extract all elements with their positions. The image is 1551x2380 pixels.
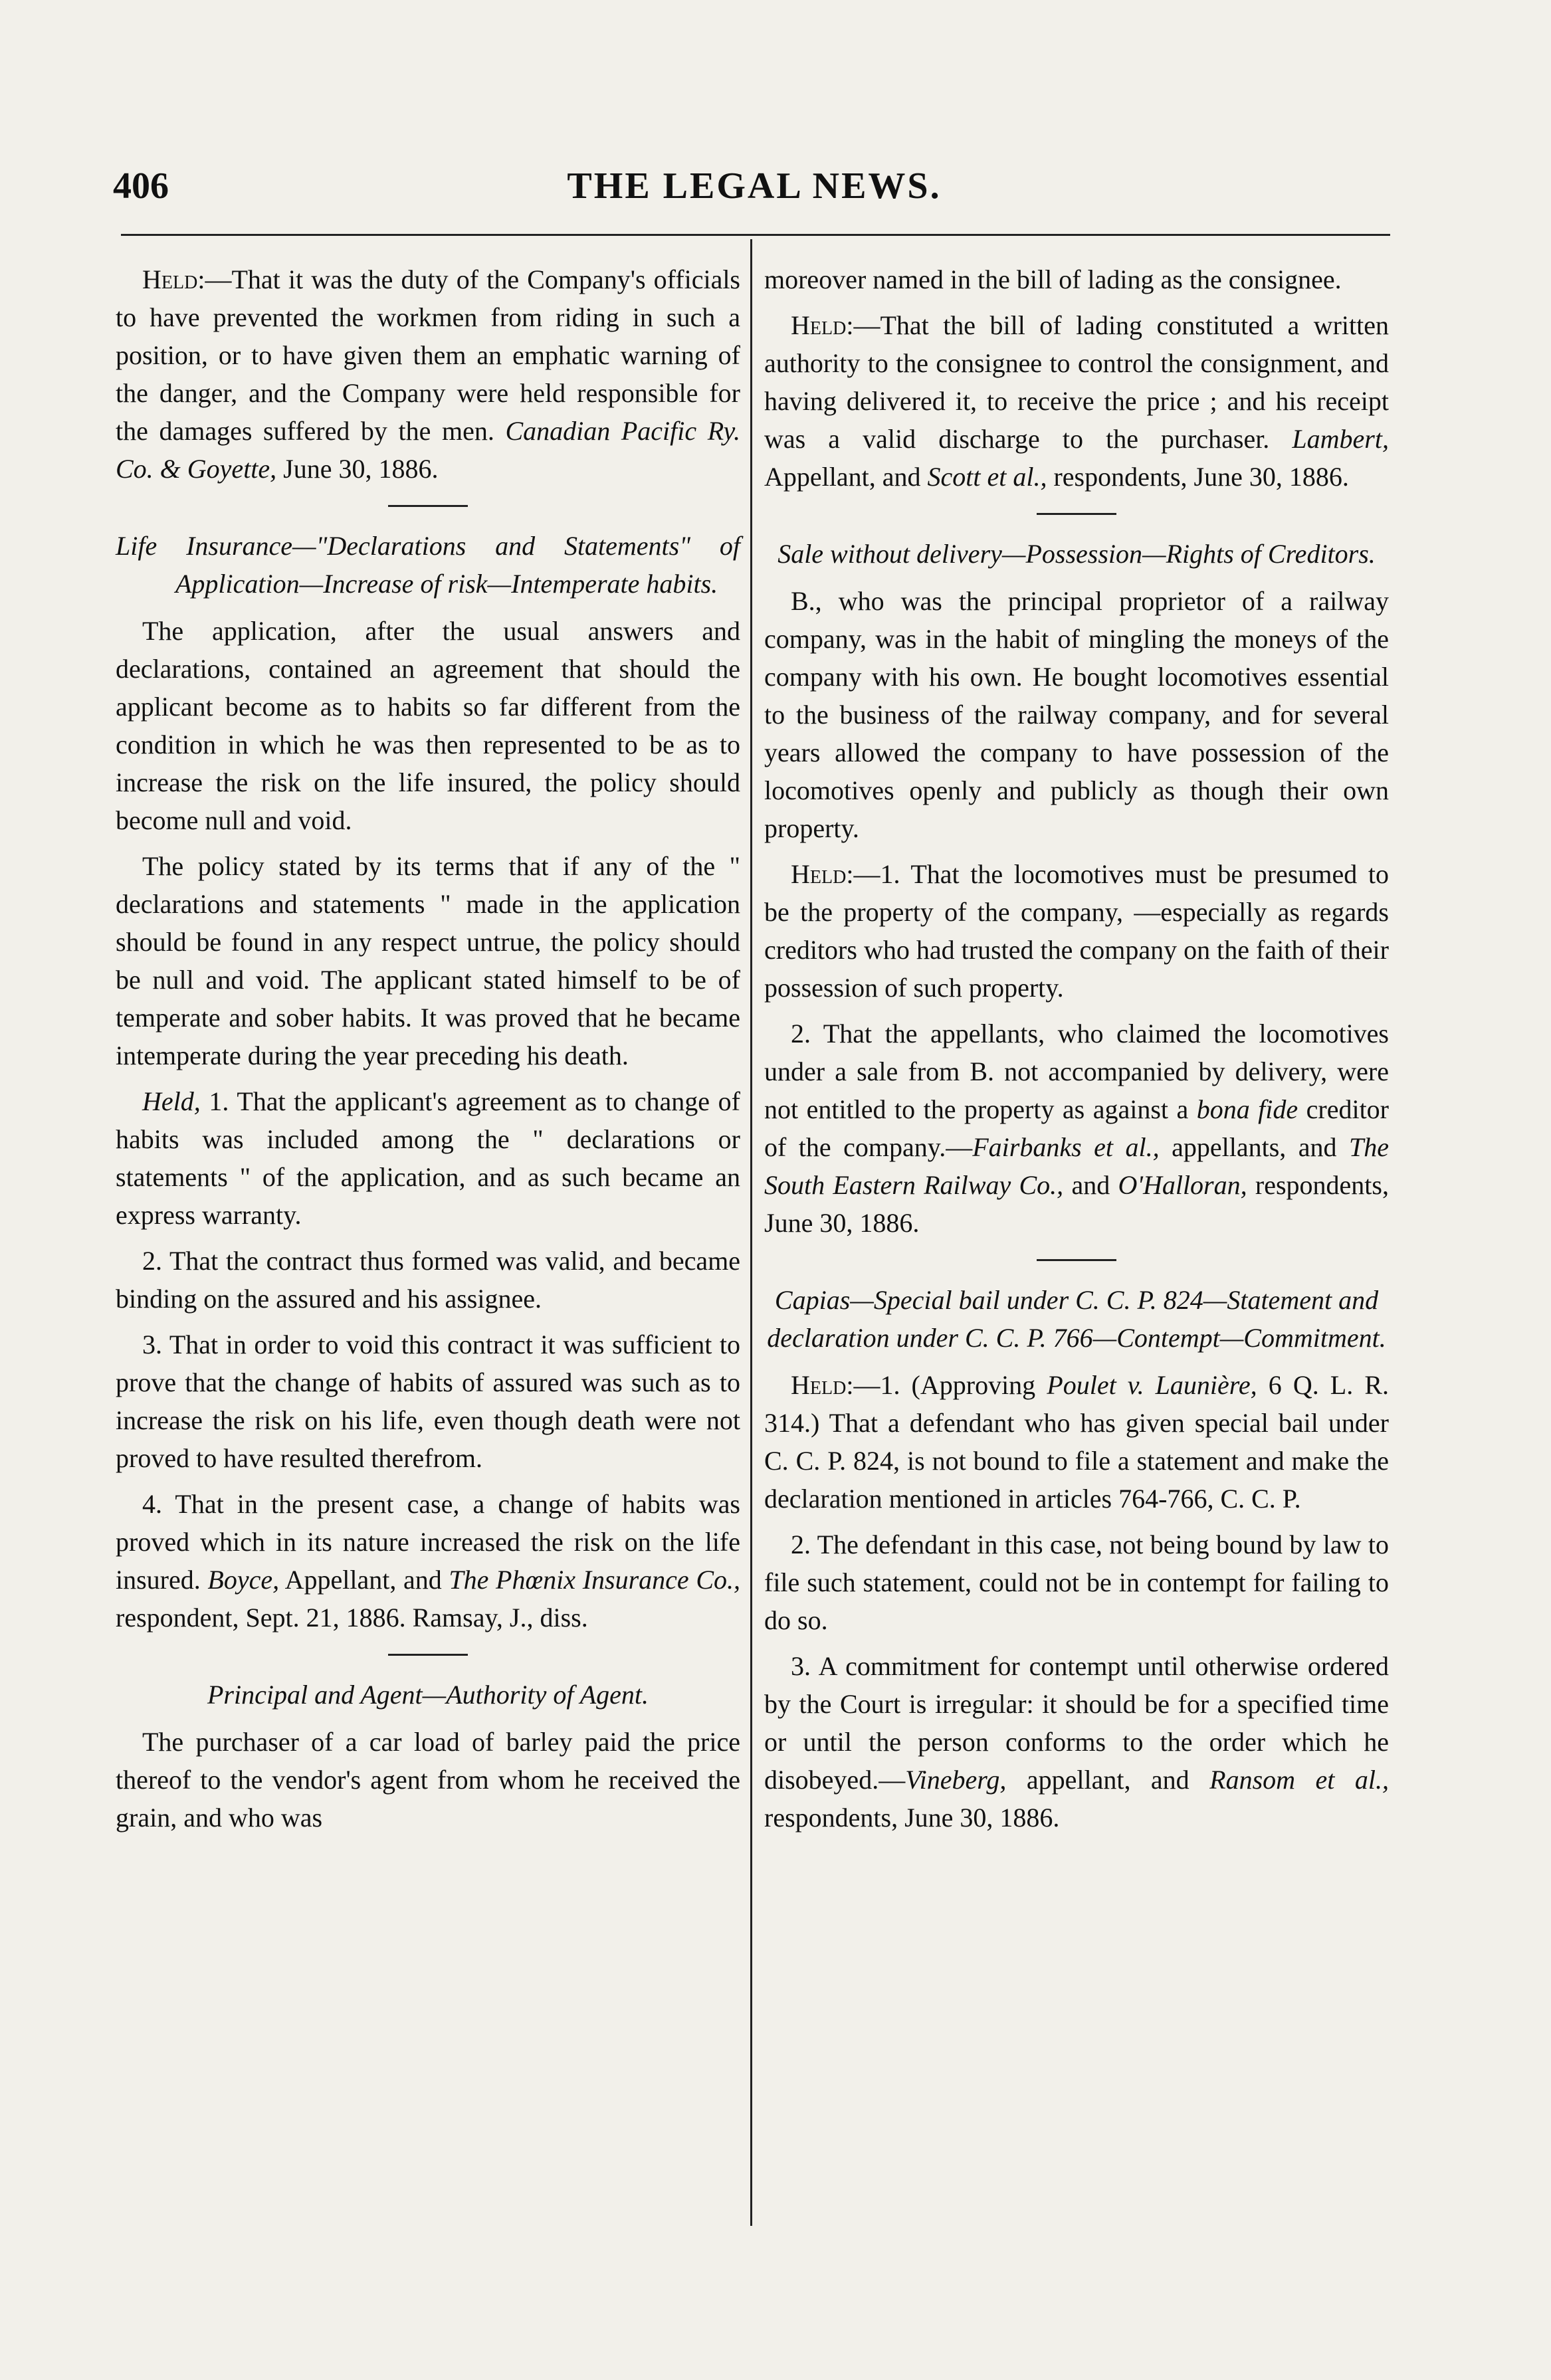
- paragraph: 3. A commitment for contempt until otherwise ordered by the Court is irregular: it should be for a specified time or until the person conforms to the order which he disobeyed.—Vineberg, appellant, and Ransom et al., respondents, June 30, 1886.: [764, 1651, 1390, 1833]
- section-separator: [388, 1654, 468, 1656]
- column-divider: [750, 239, 752, 2226]
- section-heading: Capias—Special bail under C. C. P. 824—Statement and declaration under C. C. P. 766—Contempt—Commitment.: [767, 1285, 1386, 1353]
- case-name: Canadian Pacific Ry. Co. & Goyette,: [116, 416, 740, 484]
- paragraph: moreover named in the bill of lading as the consignee.: [764, 264, 1342, 294]
- paragraph: Held:—That the bill of lading constituted a written authority to the consignee to control the consignment, and having delivered it, to receive the price ; and his receipt was a valid discharge to the purchaser. Lambert, Appellant, and Scott et al., respondents, June 30, 1886.: [764, 310, 1389, 492]
- paragraph: B., who was the principal proprietor of a railway company, was in the habit of mingling the moneys of the company with his own. He bought locomotives essential to the business of the railway company, and for several years allowed the company to have possession of the locomotives openly and publicly as though their own property.: [764, 586, 1389, 843]
- header-rule: [121, 234, 1390, 236]
- paragraph: Held:—1. That the locomotives must be presumed to be the property of the company, —especially as regards creditors who had trusted the company on the faith of their possession of such property.: [764, 859, 1389, 1003]
- paragraph: The policy stated by its terms that if any of the " declarations and statements " made in the application should be found in any respect untrue, the policy should be null and void. The applicant stated himself to be of temperate and sober habits. It was proved that he became intemperate during the year preceding his death.: [116, 851, 740, 1070]
- running-header: [113, 165, 1396, 211]
- paragraph: 2. That the appellants, who claimed the locomotives under a sale from B. not accompanied by delivery, were not entitled to the property as against a bona fide creditor of the company.—Fairbanks et al., appellants, and The South Eastern Railway Co., and O'Halloran, respondents, June 30, 1886.: [764, 1019, 1390, 1238]
- left-column: [116, 260, 740, 1844]
- page-number: 406: [113, 165, 169, 207]
- section-heading: Life Insurance—"Declarations and Statements" of Application—Increase of risk—Intemperate habits.: [116, 531, 740, 599]
- section-separator: [1037, 1259, 1116, 1261]
- section-heading: Principal and Agent—Authority of Agent.: [207, 1680, 649, 1710]
- held-label: Held: [142, 264, 198, 294]
- paragraph: 2. That the contract thus formed was valid, and became binding on the assured and his assignee.: [116, 1246, 740, 1314]
- section-separator: [388, 505, 468, 507]
- paragraph: The application, after the usual answers and declarations, contained an agreement that should the applicant become as to habits so far different from the condition in which he was then represented to be as to increase the risk on the life insured, the policy should become null and void.: [116, 616, 740, 835]
- section-heading: Sale without delivery—Possession—Rights of Creditors.: [777, 539, 1376, 569]
- paragraph: Held, 1. That the applicant's agreement as to change of habits was included among the " declarations or statements " of the application, and as such became an express warranty.: [116, 1086, 740, 1230]
- journal-title: THE LEGAL NEWS.: [567, 165, 942, 207]
- paragraph: The purchaser of a car load of barley paid the price thereof to the vendor's agent from whom he received the grain, and who was: [116, 1727, 740, 1833]
- paragraph: Held:—1. (Approving Poulet v. Launière, 6 Q. L. R. 314.) That a defendant who has given special bail under C. C. P. 824, is not bound to file a statement and make the declaration mentioned in articles 764-766, C. C. P.: [764, 1370, 1389, 1514]
- paragraph: 2. The defendant in this case, not being bound by law to file such statement, could not be in contempt for failing to do so.: [764, 1530, 1389, 1635]
- paragraph: Held:—That it was the duty of the Company's officials to have prevented the workmen from riding in such a position, or to have given them an emphatic warning of the danger, and the Company were held responsible for the damages suffered by the men. Canadian Pacific Ry. Co. & Goyette, June 30, 1886.: [116, 264, 740, 484]
- section-separator: [1037, 513, 1116, 515]
- paragraph: 4. That in the present case, a change of habits was proved which in its nature increased the risk on the life insured. Boyce, Appellant, and The Phœnix Insurance Co., respondent, Sept. 21, 1886. Ramsay, J., diss.: [116, 1489, 740, 1633]
- paragraph: 3. That in order to void this contract it was sufficient to prove that the change of habits of assured was such as to increase the risk on his life, even though death were not proved to have resulted therefrom.: [116, 1330, 740, 1473]
- right-column: [764, 260, 1389, 1844]
